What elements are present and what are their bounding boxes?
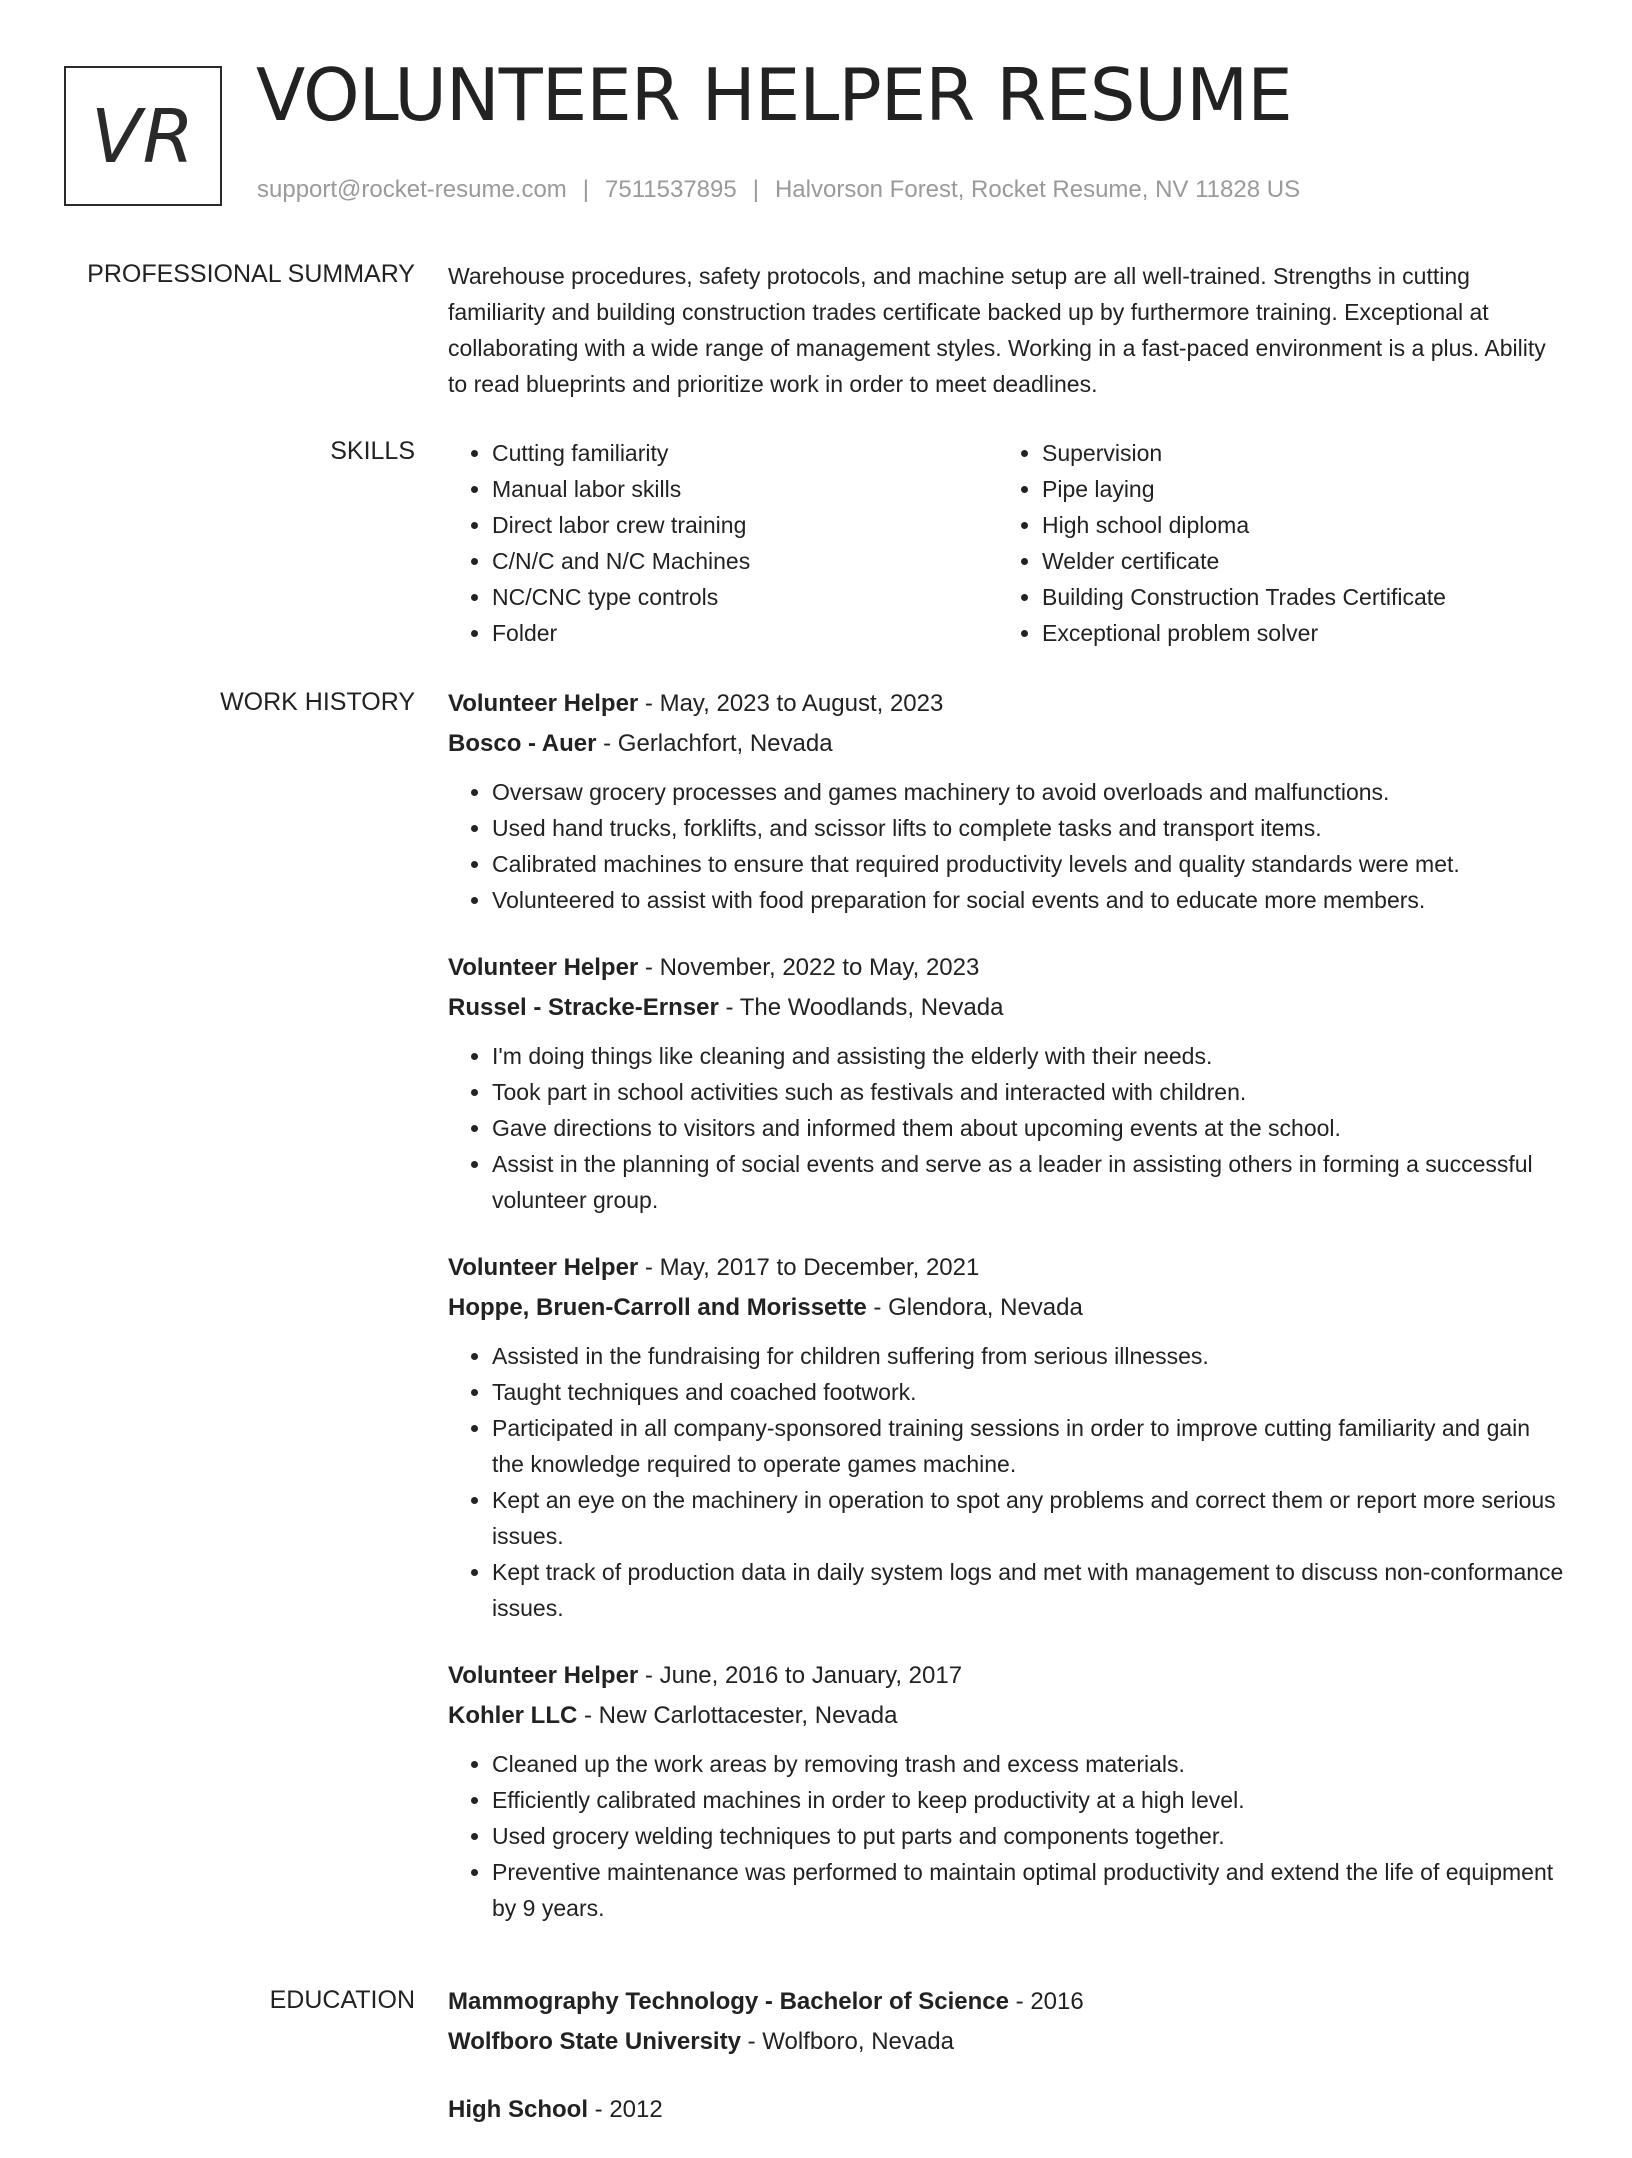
job-bullet: • Used grocery welding techniques to put parts and components together.: [492, 1818, 1568, 1854]
job-title-line: [448, 684, 1568, 724]
job-bullet: • Assist in the planning of social events and serve as a leader in assisting others in forming a successful volunteer group.: [492, 1146, 1568, 1218]
skill-item: • Folder: [492, 615, 998, 651]
job-company-line: [448, 1696, 1568, 1736]
skill-item: • Direct labor crew training: [492, 507, 998, 543]
job-location: - The Woodlands, Nevada: [718, 994, 1004, 1021]
job-entry: [448, 684, 1568, 918]
skill-item: • NC/CNC type controls: [492, 579, 998, 615]
job-bullets: [448, 774, 1568, 918]
job-bullet: • Kept track of production data in daily system logs and met with management to discuss non-conformance issues.: [492, 1554, 1568, 1626]
job-title: Volunteer Helper: [448, 954, 639, 981]
skills-list: [448, 435, 1568, 651]
job-dates: - May, 2023 to August, 2023: [638, 690, 944, 717]
job-bullets: [448, 1038, 1568, 1218]
job-bullet: • Used hand trucks, forklifts, and scissor lifts to complete tasks and transport items.: [492, 810, 1568, 846]
job-location: - Gerlachfort, Nevada: [596, 730, 833, 757]
job-bullet: • Assisted in the fundraising for children suffering from serious illnesses.: [492, 1338, 1568, 1374]
job-company-line: [448, 1288, 1568, 1328]
job-company: Russel - Stracke-Ernser: [448, 994, 719, 1021]
monogram-initials: VR: [90, 94, 196, 180]
job-bullet: • Gave directions to visitors and informed them about upcoming events at the school.: [492, 1110, 1568, 1146]
skill-item: • Building Construction Trades Certificate: [1042, 579, 1446, 615]
skill-item: • High school diploma: [1042, 507, 1446, 543]
education-year: - 2012: [588, 2096, 663, 2123]
job-entry: [448, 948, 1568, 1218]
job-bullets: [448, 1746, 1568, 1926]
job-bullet: • I'm doing things like cleaning and assisting the elderly with their needs.: [492, 1038, 1568, 1074]
resume-title: VOLUNTEER HELPER RESUME: [256, 53, 1292, 137]
job-company-line: [448, 724, 1568, 764]
job-title-line: [448, 1656, 1568, 1696]
job-bullet: • Preventive maintenance was performed to maintain optimal productivity and extend the life of equipment by 9 years.: [492, 1854, 1568, 1926]
skills-column-2: [998, 435, 1446, 651]
education-degree-line: [448, 2090, 1568, 2130]
job-title-line: [448, 948, 1568, 988]
education-school: Wolfboro State University: [448, 2028, 741, 2055]
skill-item: • Pipe laying: [1042, 471, 1446, 507]
job-location: - New Carlottacester, Nevada: [577, 1702, 898, 1729]
education-location: - Wolfboro, Nevada: [740, 2028, 954, 2055]
job-bullet: • Participated in all company-sponsored training sessions in order to improve cutting familiarity and gain the knowledge required to operate games machine.: [492, 1410, 1568, 1482]
job-title: Volunteer Helper: [448, 1254, 639, 1281]
education-list: [448, 1982, 1568, 2158]
job-title-line: [448, 1248, 1568, 1288]
education-school-line: [448, 2022, 1568, 2062]
contact-address: Halvorson Forest, Rocket Resume, NV 11828 US: [774, 176, 1301, 203]
job-bullets: [448, 1338, 1568, 1626]
job-entry: [448, 1248, 1568, 1626]
job-bullet: • Efficiently calibrated machines in order to keep productivity at a high level.: [492, 1782, 1568, 1818]
skill-item: • Manual labor skills: [492, 471, 998, 507]
job-dates: - June, 2016 to January, 2017: [638, 1662, 963, 1689]
section-label-skills: SKILLS: [330, 437, 415, 465]
job-bullet: • Volunteered to assist with food preparation for social events and to educate more members.: [492, 882, 1568, 918]
job-bullet: • Took part in school activities such as festivals and interacted with children.: [492, 1074, 1568, 1110]
section-label-work-history: WORK HISTORY: [220, 688, 415, 716]
skill-item: • Cutting familiarity: [492, 435, 998, 471]
skills-column-1: [448, 435, 998, 651]
job-dates: - May, 2017 to December, 2021: [638, 1254, 980, 1281]
job-entry: [448, 1656, 1568, 1926]
job-title: Volunteer Helper: [448, 690, 639, 717]
skill-item: • Exceptional problem solver: [1042, 615, 1446, 651]
skill-item: • C/N/C and N/C Machines: [492, 543, 998, 579]
section-label-education: EDUCATION: [269, 1986, 415, 2014]
job-company-line: [448, 988, 1568, 1028]
job-company: Bosco - Auer: [448, 730, 597, 757]
education-year: - 2016: [1009, 1988, 1084, 2015]
monogram-logo: [64, 66, 222, 206]
job-location: - Glendora, Nevada: [866, 1294, 1083, 1321]
skill-item: • Welder certificate: [1042, 543, 1446, 579]
job-bullet: • Kept an eye on the machinery in operation to spot any problems and correct them or report more serious issues.: [492, 1482, 1568, 1554]
job-bullet: • Oversaw grocery processes and games machinery to avoid overloads and malfunctions.: [492, 774, 1568, 810]
skill-item: • Supervision: [1042, 435, 1446, 471]
education-degree-line: [448, 1982, 1568, 2022]
job-title: Volunteer Helper: [448, 1662, 639, 1689]
section-label-summary: PROFESSIONAL SUMMARY: [87, 260, 415, 288]
job-dates: - November, 2022 to May, 2023: [638, 954, 980, 981]
contact-email[interactable]: support@rocket-resume.com: [257, 176, 567, 203]
education-entry: [448, 1982, 1568, 2062]
contact-separator: |: [582, 176, 590, 203]
job-bullet: • Taught techniques and coached footwork.: [492, 1374, 1568, 1410]
job-list: [448, 684, 1568, 1956]
job-company: Kohler LLC: [448, 1702, 578, 1729]
contact-phone[interactable]: 7511537895: [605, 176, 737, 203]
contact-line: [257, 176, 1300, 204]
education-entry: [448, 2090, 1568, 2130]
education-degree: Mammography Technology - Bachelor of Science: [448, 1988, 1009, 2015]
education-degree: High School: [448, 2096, 588, 2123]
contact-separator: |: [752, 176, 759, 203]
job-bullet: • Cleaned up the work areas by removing trash and excess materials.: [492, 1746, 1568, 1782]
summary-text: Warehouse procedures, safety protocols, and machine setup are all well-trained. Strengths in cutting familiarity and building construction trades certificate backed up by furthermore training. Exceptional at collaborating with a wide range of management styles. Working in a fast-paced environment is a plus. Ability to read blueprints and prioritize work in order to meet deadlines.: [448, 263, 1546, 397]
job-company: Hoppe, Bruen-Carroll and Morissette: [448, 1294, 867, 1321]
job-bullet: • Calibrated machines to ensure that required productivity levels and quality standards were met.: [492, 846, 1568, 882]
